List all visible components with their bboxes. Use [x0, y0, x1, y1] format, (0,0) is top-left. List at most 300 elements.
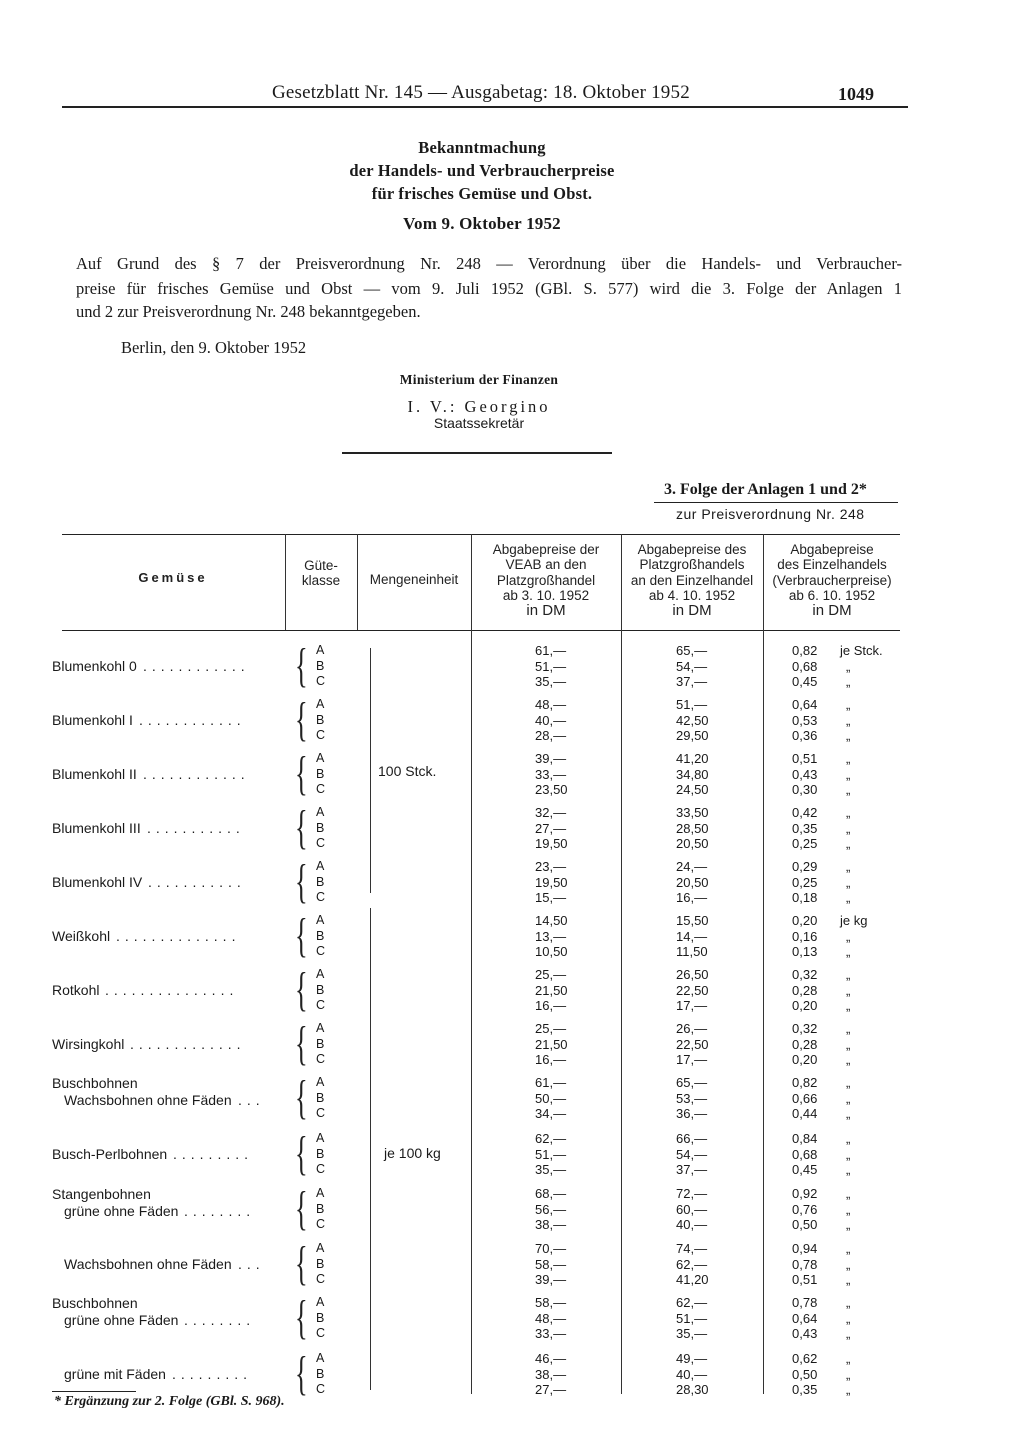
ditto-mark: „	[846, 1217, 851, 1232]
quality-classes	[316, 1021, 325, 1068]
ditto-mark: „	[846, 1310, 851, 1326]
class-brace: {	[295, 639, 308, 692]
table-row	[0, 1182, 1024, 1240]
ditto-mark: „	[846, 674, 851, 689]
price-veab: 33,—	[535, 766, 567, 782]
price-einzelhandel: 0,25	[792, 874, 818, 890]
quality-class: C	[316, 890, 326, 904]
vegetable-subname: grüne ohne Fäden	[64, 1312, 179, 1328]
price-veab: 40,—	[535, 712, 567, 728]
quality-class: C	[316, 782, 326, 796]
price-einzelhandel: 0,35	[792, 820, 818, 836]
price-platzgrosshandel-cell	[676, 805, 736, 852]
class-brace: {	[295, 963, 308, 1016]
price-veab: 32,—	[535, 805, 567, 820]
class-brace: {	[295, 1291, 308, 1344]
ditto-mark: „	[846, 874, 851, 890]
price-einzelhandel: 0,62	[792, 1351, 818, 1366]
quality-class: A	[316, 1241, 325, 1255]
header-guete-line2: klasse	[301, 573, 341, 589]
quality-class: C	[316, 1162, 326, 1176]
price-platzgrosshandel-cell	[676, 697, 736, 744]
price-veab-cell	[535, 1075, 585, 1122]
quality-class: C	[316, 1382, 326, 1396]
title-line-1: Bekanntmachung	[418, 138, 546, 157]
price-veab: 58,—	[535, 1256, 567, 1272]
quality-class: A	[316, 1351, 325, 1365]
price-einzelhandel-cell	[792, 751, 832, 798]
ministry-name: Ministerium der Finanzen	[399, 372, 559, 387]
price-veab: 51,—	[535, 658, 567, 674]
price-veab-cell	[535, 859, 585, 906]
leader-dots: ...........	[148, 874, 246, 890]
ditto-mark: „	[846, 728, 851, 743]
price-einzelhandel: 0,50	[792, 1366, 818, 1382]
signatory-title: Staatssekretär	[433, 415, 525, 431]
price-veab: 39,—	[535, 1272, 567, 1287]
quality-class: A	[316, 967, 325, 981]
price-einzelhandel: 0,29	[792, 859, 818, 874]
quality-classes	[316, 697, 325, 744]
separator-rule	[342, 452, 612, 454]
quality-class: C	[316, 1272, 326, 1286]
header-veab-line3: Platzgroßhandel	[496, 572, 596, 588]
quality-class: A	[316, 1295, 325, 1309]
unit-marks	[840, 859, 850, 906]
unit-marks	[840, 967, 850, 1014]
running-header: Gesetzblatt Nr. 145 — Ausgabetag: 18. Oktober 1952	[272, 82, 690, 103]
price-platzgrosshandel-cell	[676, 751, 736, 798]
price-platzgrosshandel: 26,—	[676, 1021, 708, 1036]
price-veab: 35,—	[535, 674, 567, 689]
price-veab: 13,—	[535, 928, 567, 944]
price-einzelhandel: 0,64	[792, 1310, 818, 1326]
price-einzelhandel: 0,25	[792, 836, 818, 851]
price-veab: 39,—	[535, 751, 567, 766]
quality-class: B	[316, 820, 325, 835]
unit-100-stck: 100 Stck.	[378, 763, 437, 779]
header-platzgrosshandel	[622, 542, 762, 618]
title-line-2: der Handels- und Verbraucherpreise	[349, 161, 615, 180]
ditto-mark: „	[846, 859, 851, 874]
price-platzgrosshandel: 41,20	[676, 1272, 709, 1287]
price-platzgrosshandel: 51,—	[676, 697, 708, 712]
price-veab-cell	[535, 805, 585, 852]
price-platzgrosshandel: 16,—	[676, 890, 708, 905]
ditto-mark: „	[846, 982, 851, 998]
vegetable-name: Blumenkohl III	[52, 820, 141, 836]
leader-dots: .........	[173, 1146, 254, 1162]
price-veab: 61,—	[535, 643, 567, 658]
price-veab: 25,—	[535, 1021, 567, 1036]
unit-marks	[840, 1351, 850, 1398]
price-platzgrosshandel: 40,—	[676, 1366, 708, 1382]
price-platzgrosshandel-cell	[676, 913, 736, 960]
quality-classes	[316, 967, 325, 1014]
price-platzgrosshandel: 62,—	[676, 1256, 708, 1272]
price-einzelhandel: 0,20	[792, 1052, 818, 1067]
ditto-mark: „	[846, 1036, 851, 1052]
header-rule	[62, 106, 908, 108]
header-veab-line2: VEAB an den	[505, 557, 587, 573]
quality-classes	[316, 805, 325, 852]
footnote: * Ergänzung zur 2. Folge (GBl. S. 968).	[54, 1394, 285, 1409]
price-veab: 25,—	[535, 967, 567, 982]
table-row	[0, 1071, 1024, 1129]
ditto-mark: „	[846, 1256, 851, 1272]
vegetable-name: Blumenkohl I	[52, 712, 133, 728]
price-platzgrosshandel: 49,—	[676, 1351, 708, 1366]
price-einzelhandel: 0,51	[792, 1272, 818, 1287]
price-platzgrosshandel: 28,50	[676, 820, 709, 836]
price-platzgrosshandel: 14,—	[676, 928, 708, 944]
price-veab-cell	[535, 751, 585, 798]
price-platzgrosshandel: 17,—	[676, 998, 708, 1013]
header-guete-line1: Güte-	[304, 558, 338, 573]
title-date: Vom 9. Oktober 1952	[403, 214, 561, 233]
price-veab: 38,—	[535, 1366, 567, 1382]
price-veab-cell	[535, 697, 585, 744]
quality-class: B	[316, 1366, 325, 1381]
header-gemuese: Gemüse	[138, 570, 208, 585]
ditto-mark: „	[846, 1021, 851, 1036]
price-einzelhandel: 0,28	[792, 982, 818, 998]
unit-marks	[840, 1021, 850, 1068]
price-veab-cell	[535, 1351, 585, 1398]
price-platzgrosshandel-cell	[676, 1131, 736, 1178]
vegetable-name: Buschbohnen	[52, 1295, 138, 1311]
leader-dots: ............	[139, 712, 246, 728]
ditto-mark: „	[846, 766, 851, 782]
price-einzelhandel-cell	[792, 1241, 832, 1288]
class-brace: {	[295, 747, 308, 800]
ditto-mark: „	[846, 1201, 851, 1217]
body-line-3: und 2 zur Preisverordnung Nr. 248 bekanntgegeben.	[76, 302, 421, 321]
header-platz-line5: in DM	[672, 602, 712, 620]
class-brace: {	[295, 1017, 308, 1070]
header-einzel-line4: ab 6. 10. 1952	[788, 587, 876, 603]
quality-classes	[316, 1131, 325, 1178]
vegetable-name: Stangenbohnen	[52, 1186, 151, 1202]
price-veab: 23,—	[535, 859, 567, 874]
class-brace: {	[295, 1127, 308, 1180]
price-platzgrosshandel: 54,—	[676, 1146, 708, 1162]
table-row	[0, 639, 1024, 697]
ditto-mark: „	[846, 1106, 851, 1121]
price-platzgrosshandel: 53,—	[676, 1090, 708, 1106]
quality-class: C	[316, 674, 326, 688]
price-platzgrosshandel: 15,50	[676, 913, 709, 928]
price-veab: 62,—	[535, 1131, 567, 1146]
quality-class: C	[316, 728, 326, 742]
price-platzgrosshandel: 34,80	[676, 766, 709, 782]
class-brace: {	[295, 909, 308, 962]
page-number: 1049	[838, 84, 874, 104]
price-einzelhandel: 0,68	[792, 1146, 818, 1162]
ditto-mark: „	[846, 890, 851, 905]
signatory: I. V.: Georgino	[407, 397, 551, 416]
price-platzgrosshandel-cell	[676, 1075, 736, 1122]
leader-dots: ...	[238, 1092, 265, 1108]
quality-class: C	[316, 1326, 326, 1340]
body-line-2: preise für frisches Gemüse und Obst — vom 9. Juli 1952 (GBl. S. 577) wird die 3. Folge der Anlagen 1	[76, 279, 902, 298]
leader-dots: ............	[143, 766, 250, 782]
price-veab-cell	[535, 1241, 585, 1288]
price-einzelhandel-cell	[792, 1351, 832, 1398]
price-platzgrosshandel: 60,—	[676, 1201, 708, 1217]
quality-class: C	[316, 1052, 326, 1066]
footnote-rule	[52, 1391, 136, 1392]
header-veab	[472, 542, 620, 618]
price-veab: 35,—	[535, 1162, 567, 1177]
ditto-mark: „	[846, 836, 851, 851]
table-row	[0, 1017, 1024, 1075]
price-platzgrosshandel: 51,—	[676, 1310, 708, 1326]
vegetable-name: Wirsingkohl	[52, 1036, 125, 1052]
quality-class: B	[316, 928, 325, 943]
annex-subtitle: zur Preisverordnung Nr. 248	[676, 506, 865, 522]
price-veab: 10,50	[535, 944, 568, 959]
quality-class: C	[316, 1106, 326, 1120]
quality-classes	[316, 1351, 325, 1398]
price-einzelhandel-cell	[792, 697, 832, 744]
price-einzelhandel: 0,32	[792, 967, 818, 982]
ditto-mark: „	[846, 1241, 851, 1256]
price-einzelhandel: 0,32	[792, 1021, 818, 1036]
ditto-mark: „	[846, 782, 851, 797]
header-mengeneinheit: Mengeneinheit	[369, 572, 459, 587]
quality-class: C	[316, 998, 326, 1012]
unit-marks	[840, 805, 850, 852]
price-veab: 34,—	[535, 1106, 567, 1121]
price-einzelhandel: 0,43	[792, 1326, 818, 1341]
price-veab-cell	[535, 967, 585, 1014]
price-veab: 16,—	[535, 1052, 567, 1067]
price-einzelhandel-cell	[792, 967, 832, 1014]
quality-class: A	[316, 1131, 325, 1145]
price-einzelhandel-cell	[792, 1186, 832, 1233]
price-einzelhandel: 0,18	[792, 890, 818, 905]
ditto-mark: „	[846, 1351, 851, 1366]
quality-classes	[316, 1241, 325, 1288]
price-platzgrosshandel: 11,50	[676, 944, 708, 959]
table-row	[0, 1291, 1024, 1349]
price-einzelhandel-cell	[792, 1295, 832, 1342]
table-row	[0, 693, 1024, 751]
ditto-mark: „	[846, 1146, 851, 1162]
quality-class: B	[316, 712, 325, 727]
price-einzelhandel: 0,94	[792, 1241, 818, 1256]
price-veab: 56,—	[535, 1201, 567, 1217]
price-platzgrosshandel: 66,—	[676, 1131, 708, 1146]
quality-classes	[316, 1186, 325, 1233]
price-platzgrosshandel-cell	[676, 1351, 736, 1398]
price-veab-cell	[535, 1186, 585, 1233]
price-platzgrosshandel-cell	[676, 1186, 736, 1233]
table-row	[0, 801, 1024, 859]
price-platzgrosshandel-cell	[676, 967, 736, 1014]
header-veab-line5: in DM	[526, 602, 566, 620]
quality-class: A	[316, 1021, 325, 1035]
unit-marks	[840, 697, 850, 744]
quality-class: A	[316, 697, 325, 711]
price-platzgrosshandel: 65,—	[676, 643, 708, 658]
price-platzgrosshandel: 72,—	[676, 1186, 708, 1201]
price-einzelhandel-cell	[792, 1075, 832, 1122]
ditto-mark: „	[846, 697, 851, 712]
unit-marks	[840, 1186, 850, 1233]
price-platzgrosshandel: 24,—	[676, 859, 708, 874]
header-einzel-line1: Abgabepreise	[790, 542, 874, 557]
ditto-mark: „	[846, 805, 851, 820]
ditto-mark: „	[846, 1075, 851, 1090]
unit-marks	[840, 913, 867, 960]
price-einzelhandel: 0,82	[792, 1075, 818, 1090]
ditto-mark: „	[846, 1295, 851, 1310]
unit-je-kg: je kg	[840, 913, 868, 928]
ditto-mark: „	[846, 928, 851, 944]
quality-class: B	[316, 1256, 325, 1271]
title-line-3: für frisches Gemüse und Obst.	[371, 184, 593, 203]
price-einzelhandel: 0,76	[792, 1201, 818, 1217]
price-veab-cell	[535, 1295, 585, 1342]
price-platzgrosshandel: 62,—	[676, 1295, 708, 1310]
price-platzgrosshandel: 54,—	[676, 658, 708, 674]
price-veab: 51,—	[535, 1146, 567, 1162]
price-einzelhandel-cell	[792, 643, 832, 690]
header-platz-line2: Platzgroßhandels	[639, 557, 745, 573]
vegetable-name: Wachsbohnen ohne Fäden	[64, 1256, 232, 1272]
price-einzelhandel: 0,16	[792, 928, 818, 944]
price-veab: 19,50	[535, 836, 568, 851]
ditto-mark: „	[846, 1366, 851, 1382]
header-veab-line1: Abgabepreise der	[492, 542, 600, 557]
ditto-mark: „	[846, 1382, 851, 1397]
quality-class: B	[316, 1090, 325, 1105]
quality-class: B	[316, 874, 325, 889]
leader-dots: .........	[172, 1366, 253, 1382]
price-einzelhandel: 0,64	[792, 697, 818, 712]
vegetable-name: Blumenkohl IV	[52, 874, 143, 890]
price-veab: 50,—	[535, 1090, 567, 1106]
price-veab: 70,—	[535, 1241, 567, 1256]
quality-class: C	[316, 1217, 326, 1231]
table-row	[0, 909, 1024, 967]
leader-dots: ........	[184, 1203, 256, 1219]
quality-class: C	[316, 836, 326, 850]
price-platzgrosshandel-cell	[676, 1295, 736, 1342]
quality-class: C	[316, 944, 326, 958]
price-veab: 38,—	[535, 1217, 567, 1232]
vegetable-name: Rotkohl	[52, 982, 100, 998]
price-einzelhandel: 0,13	[792, 944, 818, 959]
vegetable-name: grüne mit Fäden	[64, 1366, 166, 1382]
quality-class: A	[316, 1186, 325, 1200]
price-veab-cell	[535, 913, 585, 960]
ditto-mark: „	[846, 1162, 851, 1177]
price-einzelhandel-cell	[792, 1131, 832, 1178]
price-einzelhandel: 0,66	[792, 1090, 818, 1106]
vegetable-name: Busch-Perlbohnen	[52, 1146, 168, 1162]
price-veab-cell	[535, 1131, 585, 1178]
price-veab-cell	[535, 643, 585, 690]
leader-dots: ........	[184, 1312, 256, 1328]
price-platzgrosshandel: 37,—	[676, 1162, 708, 1177]
class-brace: {	[295, 1347, 308, 1400]
price-veab: 21,50	[535, 982, 568, 998]
price-einzelhandel: 0,30	[792, 782, 818, 797]
quality-class: A	[316, 1075, 325, 1089]
place-date: Berlin, den 9. Oktober 1952	[121, 338, 307, 357]
price-einzelhandel-cell	[792, 859, 832, 906]
ditto-mark: „	[846, 1326, 851, 1341]
vegetable-name: Blumenkohl II	[52, 766, 137, 782]
annex-rule	[654, 502, 898, 503]
price-einzelhandel: 0,84	[792, 1131, 818, 1146]
unit-marks	[840, 1241, 850, 1288]
vegetable-name: Blumenkohl 0	[52, 658, 137, 674]
header-veab-line4: ab 3. 10. 1952	[502, 587, 590, 603]
quality-class: B	[316, 1310, 325, 1325]
table-row	[0, 855, 1024, 913]
quality-class: A	[316, 751, 325, 765]
price-einzelhandel: 0,42	[792, 805, 818, 820]
price-platzgrosshandel: 24,50	[676, 782, 709, 797]
price-platzgrosshandel: 33,50	[676, 805, 709, 820]
price-veab: 14,50	[535, 913, 568, 928]
price-einzelhandel: 0,20	[792, 998, 818, 1013]
quality-classes	[316, 1295, 325, 1342]
price-veab: 15,—	[535, 890, 567, 905]
price-veab: 48,—	[535, 1310, 567, 1326]
price-platzgrosshandel: 35,—	[676, 1326, 708, 1341]
annex-title: 3. Folge der Anlagen 1 und 2*	[664, 481, 867, 498]
body-line-1: Auf Grund des § 7 der Preisverordnung Nr. 248 — Verordnung über die Handels- und Verbraucher-	[76, 254, 902, 273]
price-einzelhandel: 0,45	[792, 1162, 818, 1177]
class-brace: {	[295, 855, 308, 908]
quality-class: B	[316, 1146, 325, 1161]
vegetable-name: Weißkohl	[52, 928, 111, 944]
vegetable-name: Buschbohnen	[52, 1075, 138, 1091]
price-platzgrosshandel-cell	[676, 1241, 736, 1288]
header-gueteklasse	[286, 558, 356, 589]
quality-classes	[316, 913, 325, 960]
price-einzelhandel: 0,78	[792, 1256, 818, 1272]
price-platzgrosshandel: 74,—	[676, 1241, 708, 1256]
header-einzelhandel	[764, 542, 900, 618]
table-row	[0, 1127, 1024, 1185]
quality-class: A	[316, 643, 325, 657]
class-brace: {	[295, 801, 308, 854]
price-einzelhandel: 0,28	[792, 1036, 818, 1052]
class-brace: {	[295, 1071, 308, 1124]
quality-classes	[316, 643, 325, 690]
class-brace: {	[295, 693, 308, 746]
header-einzel-line5: in DM	[812, 602, 852, 620]
price-einzelhandel: 0,82	[792, 643, 818, 658]
leader-dots: ...........	[147, 820, 245, 836]
table-row	[0, 747, 1024, 805]
price-platzgrosshandel: 20,50	[676, 874, 709, 890]
quality-class: A	[316, 913, 325, 927]
header-einzel-line3: (Verbraucherpreise)	[772, 572, 892, 588]
price-veab: 23,50	[535, 782, 568, 797]
price-platzgrosshandel: 65,—	[676, 1075, 708, 1090]
price-platzgrosshandel: 37,—	[676, 674, 708, 689]
price-einzelhandel: 0,36	[792, 728, 818, 743]
unit-marks	[840, 1075, 850, 1122]
leader-dots: ..............	[116, 928, 241, 944]
